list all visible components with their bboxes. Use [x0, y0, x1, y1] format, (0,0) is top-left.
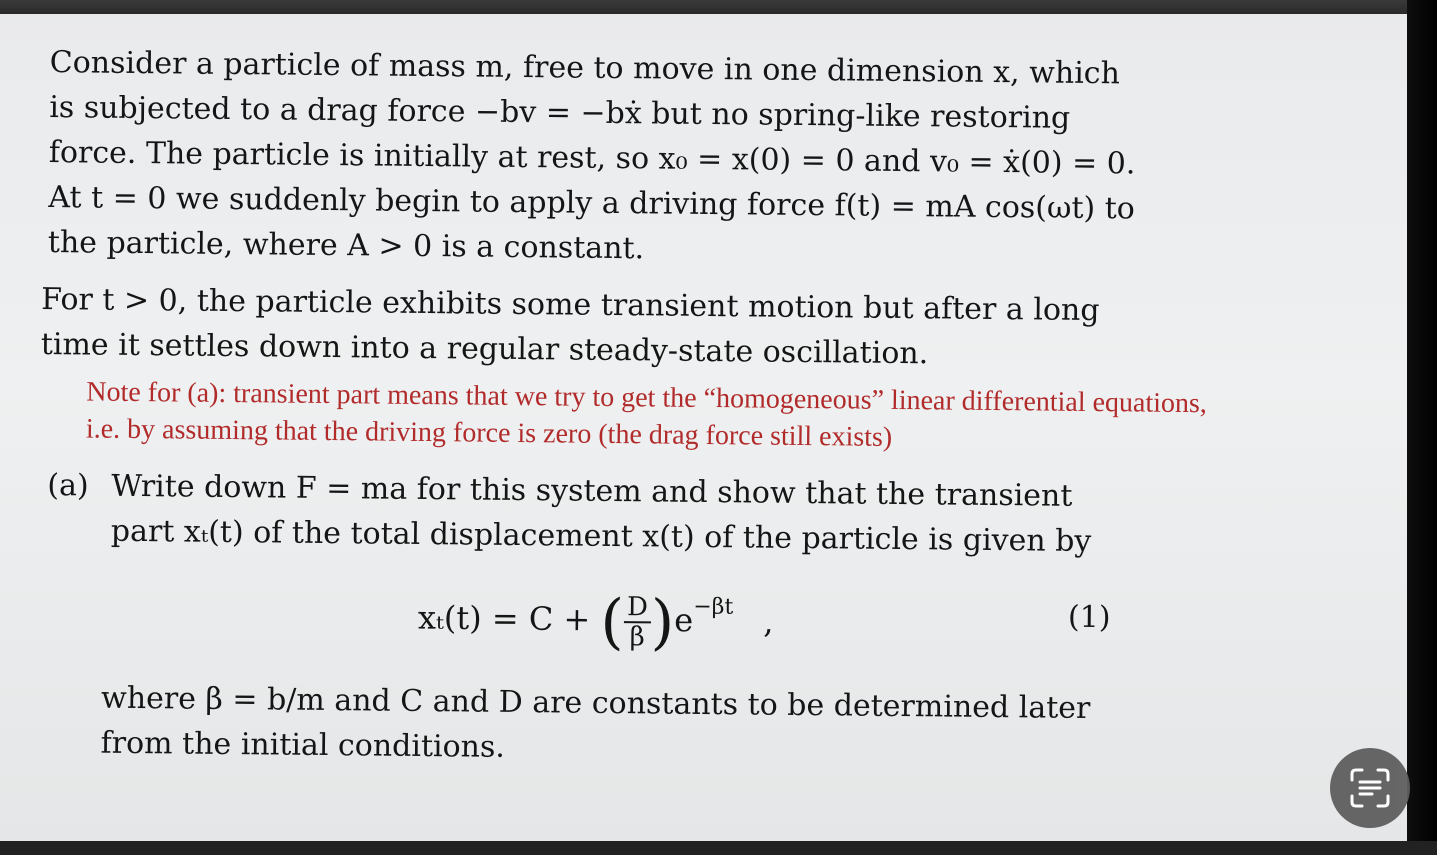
paragraph-setup: Consider a particle of mass m, free to move in one dimension x, which is subjected to a drag force −bv = −bẋ but no spring-like restoring force. The particle is initially at rest, so x₀ = x(0) = 0 and v₀ = ẋ(0) = 0. At t = 0 we suddenly begin to apply a driving force f(t) = mA cos(ωt) to the particle, where A > 0 is a constant. — [47, 45, 1136, 267]
equation-number: (1) — [1067, 599, 1111, 636]
equation-lhs: xₜ(t) = C + — [417, 598, 591, 639]
equation-exponent: −βt — [693, 594, 734, 620]
question-a-text: Write down F = ma for this system and show that the transient part xₜ(t) of the total displacement x(t) of the particle is given by — [110, 468, 1092, 559]
document-page — [36, 40, 1208, 776]
equation-1: xₜ(t) = C + ( $\frac{D}{\beta}$ )$e^{-\beta t}$ , (1) — [417, 586, 1111, 658]
screen-bezel-right — [1407, 0, 1437, 855]
question-a — [36, 463, 1139, 777]
question-a-conclusion: where β = b/m and C and D are constants to be determined later from the initial conditions. — [100, 680, 1091, 765]
screen-bezel-top — [0, 0, 1437, 14]
red-note: Note for (a): transient part means that we try to get the “homogeneous” linear differential equations, i.e. by assuming that the driving force is zero (the drag force still exists) — [85, 376, 1208, 453]
text-scan-icon — [1346, 764, 1394, 812]
equation-fraction: $\frac{D}{\beta}$ — [624, 593, 651, 651]
equation-exp-base: e — [674, 601, 694, 640]
question-a-label: (a) — [47, 468, 89, 504]
text-scan-button[interactable] — [1330, 748, 1410, 828]
screen-bezel-bottom — [0, 841, 1437, 855]
paragraph-steady-state: For t > 0, the particle exhibits some transient motion but after a long time it settles down into a regular steady-state oscillation. — [40, 281, 1100, 372]
